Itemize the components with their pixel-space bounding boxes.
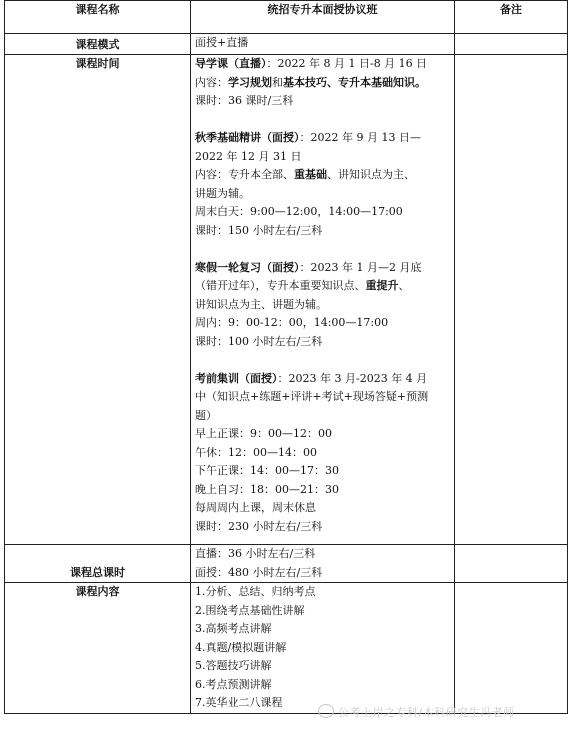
list-item: 4.真题/模拟题讲解 (195, 640, 287, 654)
s2-content-prefix: 内容：专升本全部、 (195, 168, 294, 181)
time-content (191, 55, 455, 545)
s2-hours: 课时：150 小时左右/三科 (195, 223, 323, 237)
total-label: 课程总课时 (5, 545, 191, 583)
s4-weekly: 每周周内上课，周末休息 (195, 501, 316, 514)
mode-row (5, 34, 568, 55)
mode-notes-cell (455, 34, 568, 55)
course-table (4, 0, 568, 714)
total-content (191, 545, 455, 583)
s4-title: 考前集训（面授） (195, 371, 278, 385)
s1-emphasis-2: 基本技巧、专升本基础知识。 (283, 75, 426, 89)
spacer (195, 240, 450, 259)
s2-content-line (195, 166, 450, 185)
mode-label: 课程模式 (5, 34, 191, 55)
s1-title: 导学课（直播） (195, 57, 267, 70)
header-class-name: 统招专升本面授协议班 (191, 1, 455, 34)
s4-afternoon: 下午正课：14：00—17：30 (195, 464, 339, 477)
s2-date1: ：2022 年 9 月 13 日— (299, 131, 421, 144)
s2-schedule: 周末白天：9:00—12:00，14:00—17:00 (195, 205, 403, 218)
s3-content-suffix: 、 (398, 279, 410, 292)
spacer (195, 111, 450, 130)
s2-title-line (195, 129, 450, 148)
s1-emphasis-1: 学习规划 (228, 75, 272, 89)
content-list (191, 583, 455, 714)
s3-date: ：2023 年 1 月—2 月底 (299, 260, 422, 274)
s4-title-line (195, 370, 450, 389)
weibo-icon (318, 704, 334, 718)
s3-title: 寒假一轮复习（面授） (195, 260, 300, 274)
s3-content-prefix: （错开过年），专升本重要知识点、 (195, 279, 366, 292)
mode-value: 面授+直播 (191, 34, 455, 55)
header-notes: 备注 (455, 1, 568, 34)
s1-and: 和 (272, 75, 283, 89)
s2-date2: 2022 年 12 月 31 日 (195, 149, 302, 163)
content-notes-cell (455, 583, 568, 714)
s3-content-line-2: 讲知识点为主、讲题为辅。 (195, 297, 327, 311)
s3-schedule: 周内：9：00-12：00，14:00—17:00 (195, 316, 389, 329)
list-item: 7.英华业二八课程 (195, 696, 283, 709)
s4-hours: 课时：230 小时左右/三科 (195, 519, 323, 533)
watermark-text: 公考上岸之专科/本科研究生冯老师 (338, 706, 515, 719)
list-item: 6.考点预测讲解 (195, 677, 272, 691)
s3-title-line (195, 259, 450, 278)
s4-content-line-2: 题） (195, 408, 217, 422)
time-row (5, 55, 568, 545)
content-label: 课程内容 (5, 583, 191, 714)
time-label: 课程时间 (5, 55, 191, 545)
list-item: 3.高频考点讲解 (195, 622, 272, 635)
s2-content-suffix: 、讲知识点为主、 (327, 168, 415, 181)
spacer (195, 351, 450, 370)
s1-content-line (195, 74, 450, 93)
s3-content-line (195, 277, 450, 296)
s4-morning: 早上正课：9：00—12：00 (195, 427, 332, 440)
s3-hours: 课时：100 小时左右/三科 (195, 334, 323, 348)
s1-hours: 课时：36 课时/三科 (195, 94, 294, 107)
s4-noon: 午休：12：00—14：00 (195, 445, 317, 459)
s2-title: 秋季基础精讲（面授） (195, 131, 300, 144)
total-row (5, 545, 568, 583)
s1-title-line (195, 55, 450, 74)
s1-date: ：2022 年 8 月 1 日-8 月 16 日 (266, 57, 428, 70)
header-course-name: 课程名称 (5, 1, 191, 34)
total-face: 面授：480 小时左右/三科 (195, 565, 323, 579)
list-item: 5.答题技巧讲解 (195, 659, 272, 672)
s4-content-line: 中（知识点+练题+评讲+考试+现场答疑+预测 (195, 390, 429, 403)
time-notes-cell (455, 55, 568, 545)
s1-content-prefix: 内容： (195, 75, 228, 89)
s4-evening: 晚上自习：18：00—21：30 (195, 482, 339, 496)
s2-content-line-2: 讲题为辅。 (195, 186, 250, 200)
s3-emphasis: 重提升 (365, 279, 399, 292)
content-row (5, 583, 568, 714)
total-notes-cell (455, 545, 568, 583)
header-row (5, 1, 568, 34)
list-item: 1.分析、总结、归纳考点 (195, 585, 316, 598)
total-live: 直播：36 小时左右/三科 (195, 547, 316, 560)
s4-date: ：2023 年 3 月-2023 年 4 月 (277, 371, 428, 385)
watermark (318, 704, 515, 720)
list-item: 2.围绕考点基础性讲解 (195, 603, 305, 617)
s2-emphasis: 重基础 (294, 168, 327, 181)
